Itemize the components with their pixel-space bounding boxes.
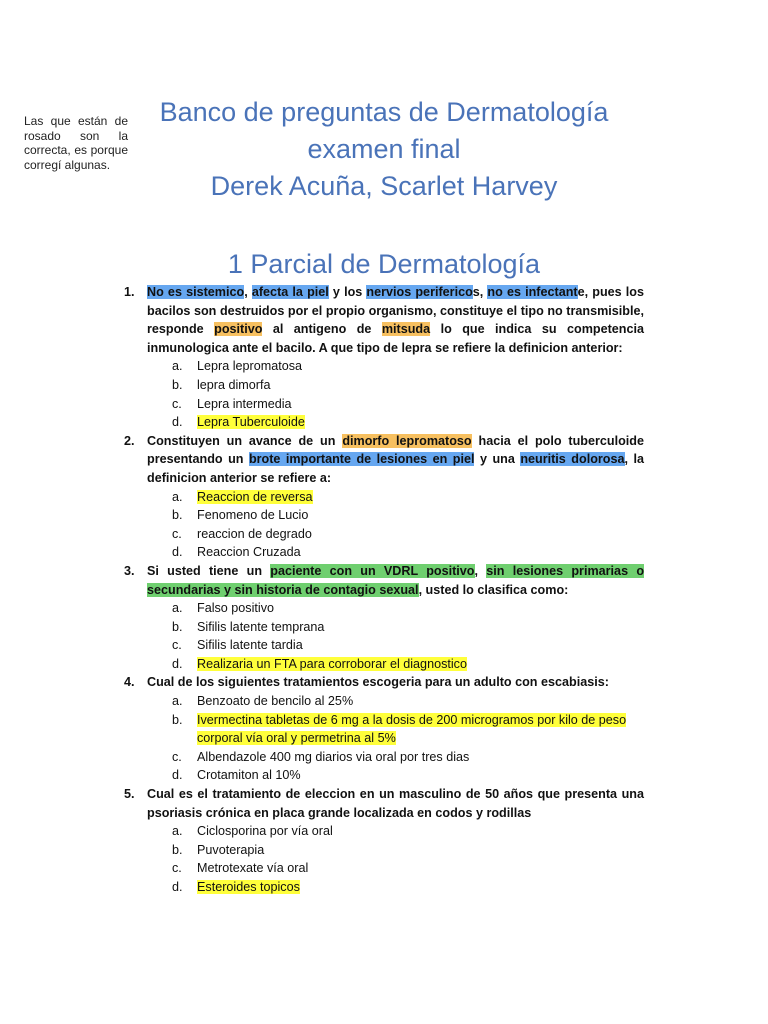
- answer-option: [172, 376, 644, 395]
- highlighted-keyword: dimorfo lepromatoso: [342, 433, 472, 448]
- option-text: Reaccion de reversa: [197, 489, 313, 504]
- question-item: [124, 562, 644, 674]
- option-letter: a.: [172, 359, 183, 374]
- option-text: Falso positivo: [197, 601, 274, 616]
- option-text: Ciclosporina por vía oral: [197, 824, 333, 839]
- answer-option: [172, 692, 644, 711]
- question-text: [147, 283, 644, 357]
- option-list: [147, 692, 644, 785]
- option-text: Lepra intermedia: [197, 396, 292, 411]
- question-item: [124, 432, 644, 562]
- option-list: [147, 599, 644, 673]
- question-text-segment: e, pues los bacilos son destruidos por el propio organismo, constituye el tipo no transmisible, responde: [147, 285, 644, 337]
- question-text-segment: Constituyen un avance de un: [147, 433, 343, 448]
- option-letter: b.: [172, 377, 183, 392]
- answer-option: [172, 748, 644, 767]
- option-letter: b.: [172, 842, 183, 857]
- option-text: Fenomeno de Lucio: [197, 508, 309, 523]
- answer-option: [172, 636, 644, 655]
- section-title: 1 Parcial de Dermatología: [227, 249, 541, 279]
- option-letter: a.: [172, 824, 183, 839]
- option-letter: b.: [172, 619, 183, 634]
- option-letter: c.: [172, 861, 182, 876]
- question-number: 5.: [124, 787, 135, 802]
- answer-option-correct: [172, 488, 644, 507]
- option-letter: a.: [172, 489, 183, 504]
- highlighted-keyword: nervios periferico: [366, 285, 473, 299]
- question-number: 2.: [124, 433, 135, 448]
- question-item: [124, 283, 644, 432]
- question-text-segment: ,: [474, 563, 487, 578]
- option-letter: a.: [172, 694, 183, 709]
- question-text-segment: Cual es el tratamiento de eleccion en un masculino de 50 años que presenta una psoriasis crónica en placa grande localizada en codos y rodillas: [147, 787, 644, 820]
- question-text-segment: Si usted tiene un: [147, 563, 271, 578]
- question-text-segment: y los: [328, 285, 367, 299]
- option-text: Reaccion Cruzada: [197, 545, 301, 560]
- highlighted-keyword: positivo: [214, 322, 263, 337]
- answer-option: [172, 822, 644, 841]
- question-text-segment: hacia el polo tuberculoide presentando un: [147, 433, 644, 467]
- highlighted-keyword: neuritis dolorosa: [520, 452, 625, 467]
- question-text-segment: y una: [474, 452, 521, 467]
- highlighted-keyword: brote importante de lesiones en piel: [248, 452, 475, 467]
- option-letter: a.: [172, 601, 183, 616]
- option-text: Albendazole 400 mg diarios via oral por tres dias: [197, 749, 470, 764]
- option-letter: d.: [172, 415, 183, 430]
- question-text-segment: lo que indica su competencia inmunologica ante el bacilo. A que tipo de lepra se refiere la definicion anterior:: [147, 322, 644, 355]
- question-item: [124, 673, 644, 785]
- option-letter: d.: [172, 656, 183, 671]
- highlighted-keyword: sin lesiones primarias o secundarias y sin historia de contagio sexual: [147, 563, 645, 597]
- option-letter: c.: [172, 526, 182, 541]
- option-text: Sifilis latente tardia: [197, 638, 303, 653]
- question-list: [124, 283, 644, 897]
- option-text: Realizaria un FTA para corroborar el diagnostico: [197, 656, 467, 671]
- answer-option: [172, 525, 644, 544]
- question-item: [124, 785, 644, 897]
- highlighted-keyword: paciente con un VDRL positivo: [270, 563, 475, 578]
- question-text-segment: al antigeno de: [262, 322, 382, 337]
- option-letter: d.: [172, 768, 183, 783]
- highlighted-keyword: No es sistemico: [147, 285, 245, 299]
- question-number: 1.: [124, 285, 135, 299]
- option-letter: d.: [172, 545, 183, 560]
- option-list: [147, 488, 644, 562]
- option-list: [147, 357, 644, 431]
- answer-option: [172, 841, 644, 860]
- question-text-segment: ,: [244, 285, 252, 299]
- answer-option: [172, 395, 644, 414]
- answer-option: [172, 766, 644, 785]
- document-title: [130, 94, 638, 205]
- option-letter: d.: [172, 880, 183, 894]
- answer-option: [172, 506, 644, 525]
- answer-option: [172, 859, 644, 878]
- answer-option: [172, 543, 644, 562]
- question-text-segment: , usted lo clasifica como:: [418, 582, 569, 597]
- highlighted-keyword: mitsuda: [381, 322, 431, 337]
- option-letter: c.: [172, 638, 182, 653]
- question-number: 4.: [124, 675, 135, 690]
- option-text: lepra dimorfa: [197, 377, 271, 392]
- option-text: Benzoato de bencilo al 25%: [197, 694, 354, 709]
- question-text: [147, 432, 644, 488]
- side-note: Las que están de rosado son la correcta, es porque corregí algunas.: [24, 114, 128, 172]
- title-line-2: examen final: [307, 134, 461, 164]
- option-list: [147, 822, 644, 896]
- question-text: [147, 673, 644, 692]
- answer-option: [172, 599, 644, 618]
- answer-option-correct: [172, 413, 644, 432]
- option-text: Crotamiton al 10%: [197, 768, 301, 783]
- highlighted-keyword: afecta la piel: [251, 285, 329, 299]
- question-text-segment: , la definicion anterior se refiere a:: [147, 452, 644, 485]
- question-text-segment: s,: [472, 285, 488, 299]
- option-letter: c.: [172, 396, 182, 411]
- option-text: Lepra lepromatosa: [197, 359, 303, 374]
- option-text: Puvoterapia: [197, 842, 265, 857]
- option-letter: b.: [172, 508, 183, 523]
- option-text: reaccion de degrado: [197, 526, 312, 541]
- answer-option-correct: [172, 878, 644, 897]
- answer-option: [172, 357, 644, 376]
- option-text: Lepra Tuberculoide: [197, 415, 305, 430]
- option-text: Metrotexate vía oral: [197, 861, 309, 876]
- option-text: Sifilis latente temprana: [197, 619, 325, 634]
- option-text: Esteroides topicos: [197, 880, 300, 894]
- option-letter: c.: [172, 749, 182, 764]
- answer-option-correct: [172, 655, 644, 674]
- answer-option: [172, 618, 644, 637]
- question-text: [147, 562, 644, 599]
- highlighted-keyword: no es infectant: [487, 285, 578, 299]
- question-number: 3.: [124, 563, 135, 578]
- question-text-segment: Cual de los siguientes tratamientos escogeria para un adulto con escabiasis:: [147, 675, 609, 690]
- option-letter: b.: [172, 712, 183, 727]
- answer-option-correct: [172, 711, 644, 748]
- question-text: [147, 785, 644, 822]
- title-line-3: Derek Acuña, Scarlet Harvey: [210, 171, 558, 201]
- option-text: Ivermectina tabletas de 6 mg a la dosis de 200 microgramos por kilo de peso corporal vía oral y permetrina al 5%: [197, 712, 627, 746]
- title-line-1: Banco de preguntas de Dermatología: [159, 97, 609, 127]
